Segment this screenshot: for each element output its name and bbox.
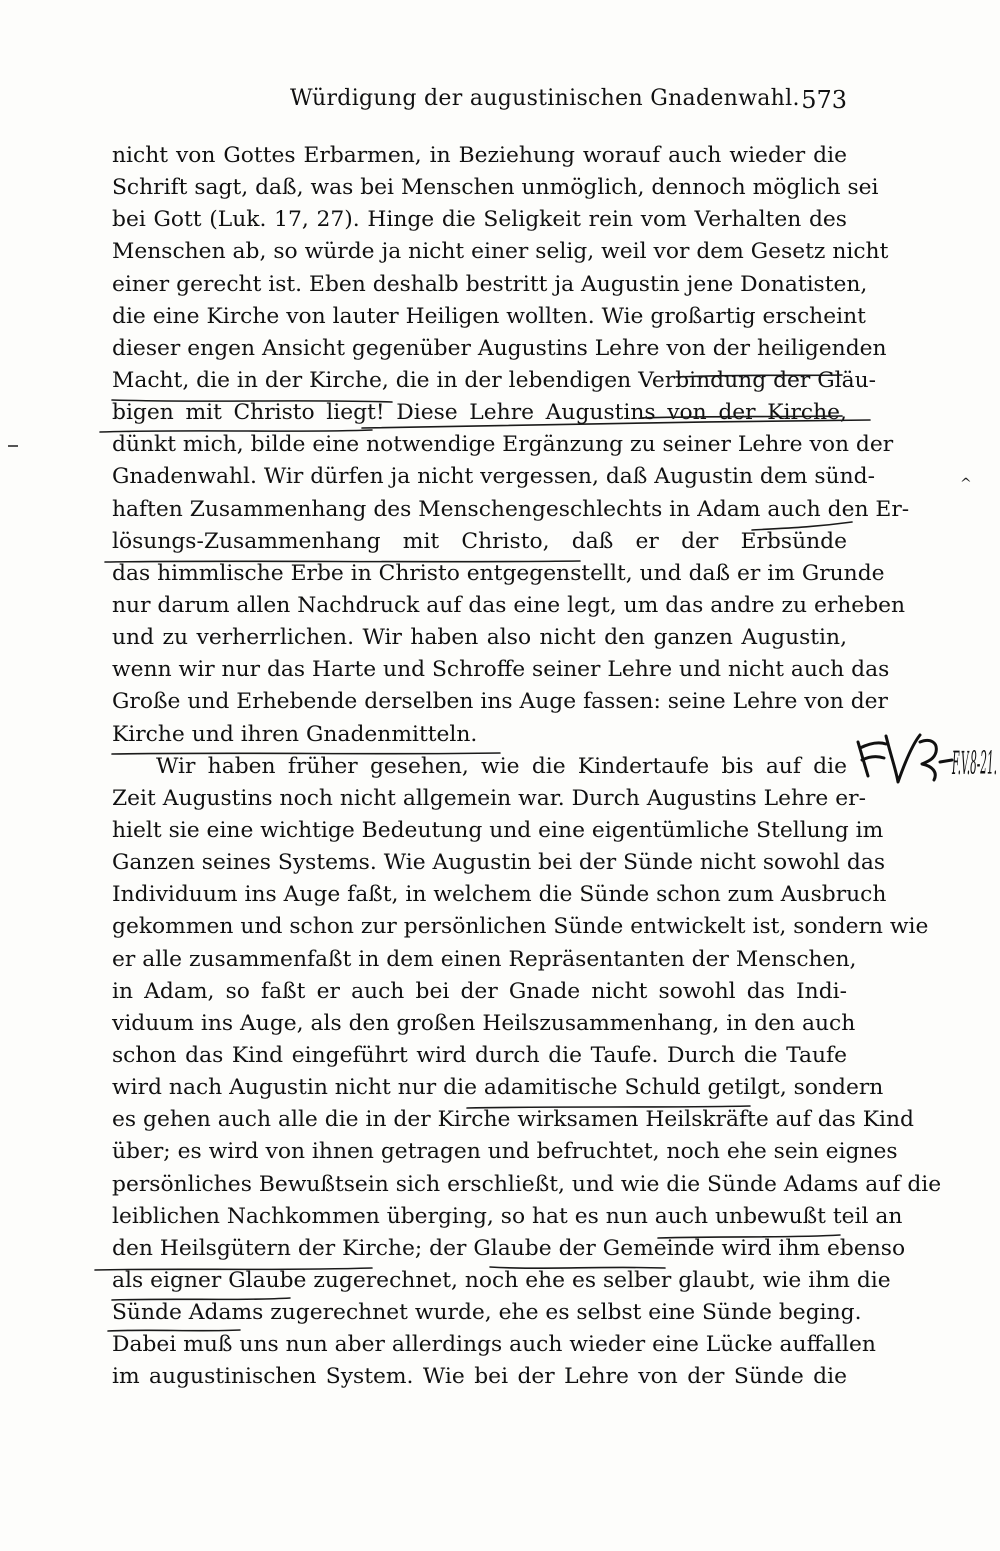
text-line: das himmlische Erbe in Christo entgegenstellt, und daß er im Grunde — [112, 560, 885, 586]
text-line: nur darum allen Nachdruck auf das eine legt, um das andre zu erheben — [112, 592, 906, 618]
text-line: lösungs-Zusammenhang mit Christo, daß er der Erbsünde — [112, 528, 847, 554]
text-line: die eine Kirche von lauter Heiligen wollten. Wie großartig erscheint — [112, 303, 866, 329]
text-line: Macht, die in der Kirche, die in der lebendigen Verbindung der Gläu- — [112, 367, 877, 393]
text-line: wird nach Augustin nicht nur die adamitische Schuld getilgt, sondern — [112, 1075, 884, 1101]
text-line: Ganzen seines Systems. Wie Augustin bei der Sünde nicht sowohl das — [112, 850, 886, 876]
text-line: es gehen auch alle die in der Kirche wirksamen Heilskräfte auf das Kind — [112, 1107, 915, 1133]
text-line: hielt sie eine wichtige Bedeutung und eine eigentümliche Stellung im — [112, 817, 884, 843]
text-line: Schrift sagt, daß, was bei Menschen unmöglich, dennoch möglich sei — [112, 175, 879, 201]
text-line: gekommen und schon zur persönlichen Sünde entwickelt ist, sondern wie — [112, 914, 929, 940]
text-line: Zeit Augustins noch nicht allgemein war. Durch Augustins Lehre er- — [112, 785, 866, 811]
text-line: Dabei muß uns nun aber allerdings auch wieder eine Lücke auffallen — [112, 1332, 876, 1358]
text-line: persönliches Bewußtsein sich erschließt, und wie die Sünde Adams auf die — [112, 1171, 942, 1197]
page-number: 573 — [801, 86, 847, 114]
text-line: im augustinischen System. Wie bei der Lehre von der Sünde die — [112, 1364, 847, 1390]
text-line: leiblichen Nachkommen überging, so hat es nun auch unbewußt teil an — [112, 1203, 903, 1229]
text-line: viduum ins Auge, als den großen Heilszusammenhang, in den auch — [112, 1010, 856, 1036]
text-line: bigen mit Christo liegt! Diese Lehre Augustins von der Kirche, — [112, 400, 847, 426]
margin-signature-strokes — [858, 735, 952, 782]
text-line: nicht von Gottes Erbarmen, in Beziehung worauf auch wieder die — [112, 143, 847, 168]
text-line: über; es wird von ihnen getragen und befruchtet, noch ehe sein eignes — [112, 1139, 898, 1165]
text-line: wenn wir nur das Harte und Schroffe seiner Lehre und nicht auch das — [112, 657, 890, 683]
text-line: Sünde Adams zugerechnet wurde, ehe es selbst eine Sünde beging. — [112, 1300, 862, 1326]
text-line: in Adam, so faßt er auch bei der Gnade nicht sowohl das Indi- — [112, 978, 847, 1004]
running-head: Würdigung der augustinischen Gnadenwahl. — [290, 86, 800, 111]
text-line: dieser engen Ansicht gegenüber Augustins Lehre von der heiligenden — [112, 335, 887, 361]
text-line: Große und Erhebende derselben ins Auge fassen: seine Lehre von der — [112, 689, 888, 715]
margin-mark: ^ — [960, 476, 972, 492]
paragraph-last-line: Kirche und ihren Gnadenmitteln. — [112, 721, 478, 747]
text-line: schon das Kind eingeführt wird durch die Taufe. Durch die Taufe — [112, 1042, 847, 1068]
text-line: Menschen ab, so würde ja nicht einer selig, weil vor dem Gesetz nicht — [112, 239, 889, 265]
page-header — [112, 86, 847, 120]
margin-note: F.V.8-21. — [951, 744, 997, 782]
left-margin-dash — [8, 445, 18, 447]
body-text — [112, 140, 942, 1393]
text-line: den Heilsgütern der Kirche; der Glaube der Gemeinde wird ihm ebenso — [112, 1235, 906, 1261]
text-line: er alle zusammenfaßt in dem einen Repräsentanten der Menschen, — [112, 946, 857, 972]
text-line: Individuum ins Auge faßt, in welchem die Sünde schon zum Ausbruch — [112, 882, 887, 908]
text-line: einer gerecht ist. Eben deshalb bestritt ja Augustin jene Donatisten, — [112, 271, 868, 297]
text-line: und zu verherrlichen. Wir haben also nicht den ganzen Augustin, — [112, 625, 847, 651]
paragraph-first-line: Wir haben früher gesehen, wie die Kindertaufe bis auf die — [156, 753, 847, 779]
text-line: als eigner Glaube zugerechnet, noch ehe es selber glaubt, wie ihm die — [112, 1267, 891, 1293]
text-line: bei Gott (Luk. 17, 27). Hinge die Seligkeit rein vom Verhalten des — [112, 207, 847, 233]
text-line: haften Zusammenhang des Menschengeschlechts in Adam auch den Er- — [112, 496, 910, 522]
text-line: dünkt mich, bilde eine notwendige Ergänzung zu seiner Lehre von der — [112, 432, 894, 458]
text-line: Gnadenwahl. Wir dürfen ja nicht vergessen, daß Augustin dem sünd- — [112, 464, 875, 490]
